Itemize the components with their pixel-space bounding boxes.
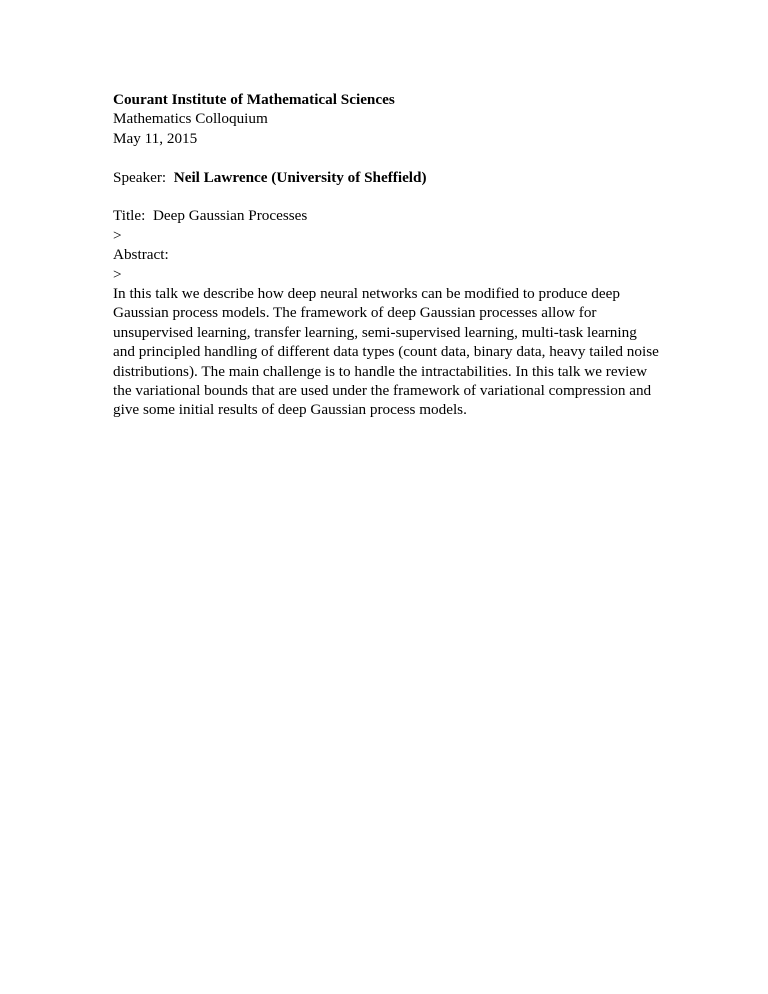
abstract-line: distributions). The main challenge is to handle the intractabilities. In this talk we review bbox=[113, 362, 648, 380]
abstract-line: and principled handling of different data types (count data, binary data, heavy tailed noise bbox=[113, 343, 659, 361]
event-date: May 11, 2015 bbox=[113, 129, 198, 147]
abstract-line: In this talk we describe how deep neural networks can be modified to produce deep bbox=[113, 285, 620, 303]
talk-title: Deep Gaussian Processes bbox=[152, 207, 308, 225]
abstract-label: Abstract: bbox=[113, 246, 169, 264]
abstract-line: give some initial results of deep Gaussian process models. bbox=[113, 401, 467, 419]
institution-heading: Courant Institute of Mathematical Sciences bbox=[113, 91, 395, 108]
title-label: Title: bbox=[113, 207, 146, 225]
speaker-name: Neil Lawrence (University of Sheffield) bbox=[173, 168, 427, 186]
abstract-line: unsupervised learning, transfer learning, semi-supervised learning, multi-task learning bbox=[113, 323, 637, 341]
quote-marker: > bbox=[113, 265, 122, 283]
speaker-label: Speaker: bbox=[113, 168, 167, 186]
title-line bbox=[113, 206, 673, 225]
abstract-line: Gaussian process models. The framework of deep Gaussian processes allow for bbox=[113, 304, 597, 322]
spacer bbox=[113, 148, 673, 167]
document-page bbox=[113, 90, 673, 420]
spacer bbox=[113, 187, 673, 206]
abstract-text bbox=[113, 284, 673, 420]
speaker-line bbox=[113, 168, 673, 187]
series-name: Mathematics Colloquium bbox=[113, 110, 268, 128]
abstract-line: the variational bounds that are used under the framework of variational compression and bbox=[113, 382, 652, 400]
quote-marker: > bbox=[113, 226, 122, 244]
